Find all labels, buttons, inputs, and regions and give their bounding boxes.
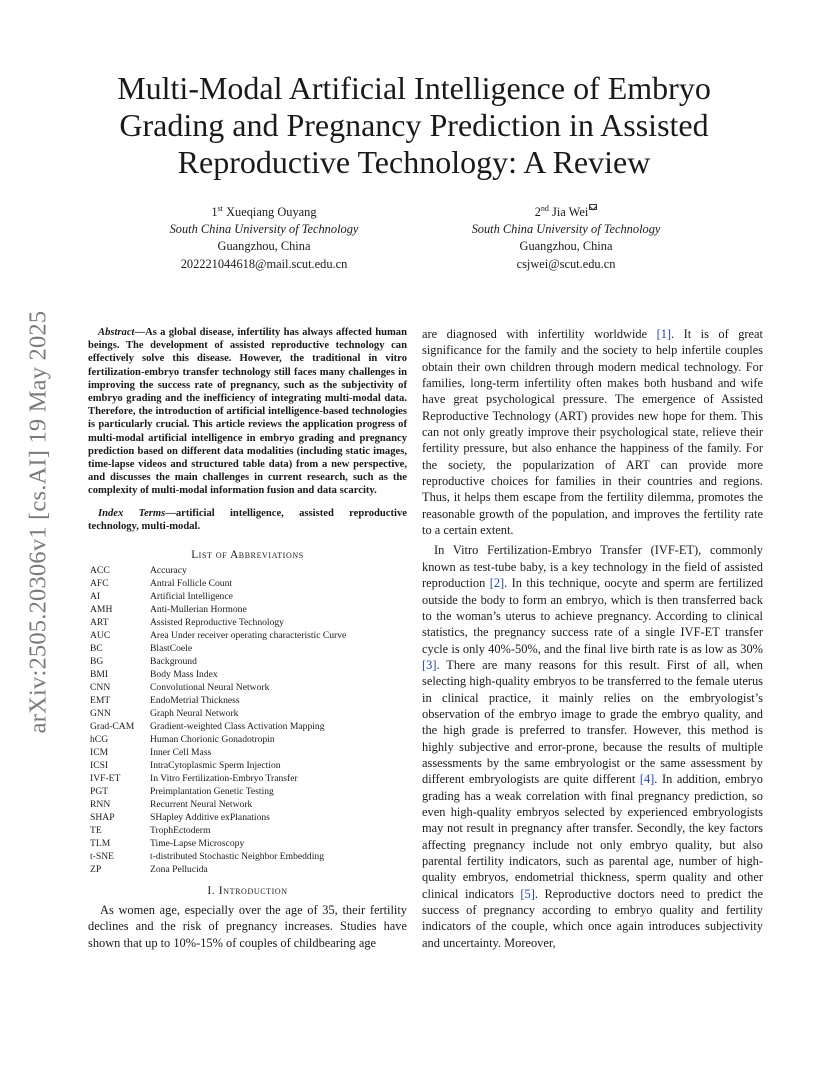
abbreviation-term: ACC (90, 565, 110, 577)
intro-paragraph-1-continued (422, 326, 763, 538)
abbreviation-row (90, 863, 346, 876)
abbreviation-term: SHAP (90, 812, 115, 824)
index-terms-text: —artificial intelligence, assisted reproductive technology, multi-modal. (88, 507, 407, 532)
abbreviation-definition: Accuracy (150, 565, 187, 577)
abbreviation-row (90, 746, 346, 759)
paper-title: Multi-Modal Artificial Intelligence of Embryo Grading and Pregnancy Prediction in Assisted Reproductive Technology: A Review (117, 70, 711, 180)
paragraph-text: . There are many reasons for this result. First of all, when selecting high-quality embryos to be transferred to the female uterus in clinical practice, it mainly relies on the embryologist’s observation of the embryo image to grade the embryo quality, and the high grade is preferred to transfer. However, this method is highly subjective and error-prone, because the results of multiple assessments by the same embryologist or the same assessment by different embryologists are quite different (422, 657, 763, 787)
abbreviation-row (90, 798, 346, 811)
abbreviation-definition: Artificial Intelligence (150, 591, 233, 603)
abbreviation-definition: IntraCytoplasmic Sperm Injection (150, 760, 281, 772)
author-email: 202221044618@mail.scut.edu.cn (180, 256, 348, 271)
intro-paragraph-2 (422, 542, 763, 951)
citation-link[interactable]: [3] (422, 657, 437, 672)
abbreviation-term: AMH (90, 604, 113, 616)
abbreviation-definition: Convolutional Neural Network (150, 682, 270, 694)
abbreviation-definition: Body Mass Index (150, 669, 218, 681)
abbreviation-term: TE (90, 825, 102, 837)
abstract-label: Abstract (98, 327, 135, 338)
abbreviations-title: List of Abbreviations (191, 549, 304, 562)
author-name-line (441, 200, 691, 221)
abbreviation-row (90, 590, 346, 603)
abbreviation-definition: Area Under receiver operating characteristic Curve (150, 630, 347, 642)
abbreviations-table (90, 564, 346, 876)
abbreviation-term: BMI (90, 669, 109, 681)
abbreviation-term: AUC (90, 630, 111, 642)
abbreviation-definition: Antral Follicle Count (150, 578, 233, 590)
abbreviation-row (90, 681, 346, 694)
paragraph-text: In Vitro Fertilization-Embryo Transfer (IVF-ET), commonly known as test-tube baby, is a key technology in the field of assisted reproduction (422, 543, 763, 591)
right-column (422, 326, 763, 951)
abbreviation-term: hCG (90, 734, 109, 746)
abbreviation-term: ART (90, 617, 109, 629)
abbreviation-term: CNN (90, 682, 111, 694)
abbreviation-row (90, 603, 346, 616)
abbreviation-definition: EndoMetrial Thickness (150, 695, 240, 707)
abbreviation-definition: Background (150, 656, 197, 668)
abbreviation-term: PGT (90, 786, 109, 798)
abbreviation-row (90, 733, 346, 746)
author-ordinal-suffix: nd (540, 204, 549, 213)
abbreviation-term: ICM (90, 747, 109, 759)
abbreviation-row (90, 655, 346, 668)
author-affiliation: South China University of Technology (169, 222, 359, 237)
author-email: csjwei@scut.edu.cn (516, 256, 616, 271)
author-block-1 (140, 200, 388, 273)
abbreviation-term: AI (90, 591, 101, 603)
abbreviation-row (90, 785, 346, 798)
abbreviation-row (90, 850, 346, 863)
abbreviation-definition: t-distributed Stochastic Neighbor Embedding (150, 851, 324, 863)
author-ordinal: 1 (211, 205, 218, 219)
abbreviation-term: AFC (90, 578, 109, 590)
abbreviation-term: Grad-CAM (90, 721, 135, 733)
author-affiliation: South China University of Technology (471, 222, 661, 237)
abbreviation-term: ICSI (90, 760, 109, 772)
abbreviation-row (90, 629, 346, 642)
abbreviation-term: t-SNE (90, 851, 114, 863)
citation-link[interactable]: [1] (656, 327, 672, 341)
intro-paragraph-1: As women age, especially over the age of 35, their fertility declines and the risk of pregnancy increases. Studies have shown that up to 10%-15% of couples of childbearing age (88, 903, 407, 950)
abstract (88, 326, 407, 498)
section-heading-introduction: I. Introduction (207, 884, 288, 898)
abstract-text: —As a global disease, infertility has always affected human beings. The development of assisted reproductive technology can effectively solve this disease. However, the traditional in vitro fertilization-embryo transfer technology still faces many challenges in improving the success rate of pregnancy, such as the subjectivity of embryo grading and the inefficiency of integrating multi-modal data. Therefore, the introduction of artificial intelligence-based technologies is particularly crucial. This article reviews the application progress of multi-modal artificial intelligence in embryo grading and pregnancy prediction based on different data modalities (including static images, time-lapse videos and structured table data) from a new perspective, and discusses the main challenges in current research, such as the complexity of multi-modal information fusion and data scarcity. (88, 327, 407, 497)
abbreviation-row (90, 707, 346, 720)
citation-link[interactable]: [4] (639, 772, 655, 787)
abbreviation-row (90, 668, 346, 681)
abbreviation-row (90, 616, 346, 629)
abbreviation-definition: TrophEctoderm (150, 825, 211, 837)
abbreviation-term: TLM (90, 838, 111, 850)
author-ordinal: 2 (534, 205, 541, 219)
paragraph-text: are diagnosed with infertility worldwide (422, 327, 657, 341)
arxiv-identifier-text: arXiv:2505.20306v1 [cs.AI] 19 May 2025 (24, 310, 51, 734)
abbreviation-definition: Recurrent Neural Network (150, 799, 253, 811)
abbreviation-definition: BlastCoele (150, 643, 193, 655)
abbreviation-definition: Human Chorionic Gonadotropin (150, 734, 275, 746)
author-ordinal-suffix: st (217, 204, 223, 213)
envelope-icon (589, 204, 597, 210)
abbreviation-row (90, 837, 346, 850)
paragraph-text: . It is of great significance for the family and the society to help infertile couples obtain their own children through modern medical technology. For families, long-term infertility often makes both husband and wife have great psychological pressure. The emergence of Assisted Reproductive Technology (ART) provides new hope for them. This can not only greatly improve their psychological state, relieve their fertility pressure, but also enhance the happiness of the family. For the society, the popularization of ART can provide more reproductive choices for families in their countries and regions. Thus, it helps them escape from the fertility dilemma, promotes the reasonable growth of the population, and improves the fertility rate to a certain extent. (422, 327, 763, 538)
abbreviation-row (90, 564, 346, 577)
abbreviation-definition: Assisted Reproductive Technology (150, 617, 284, 629)
arxiv-identifier-stamp (20, 286, 56, 758)
author-location: Guangzhou, China (519, 239, 613, 254)
abbreviation-term: RNN (90, 799, 111, 811)
abbreviation-row (90, 694, 346, 707)
paragraph-text: . In addition, embryo grading has a weak correlation with final pregnancy prediction, so even high-quality embryos selected by experienced embryologists may not result in pregnancy after transfer. Secondly, the key factors affecting pregnancy include not only embryo quality, but also parental fertility indicators, such as parental age, number of high-quality embryos, endometrial thickness, sperm quality and other clinical indicators (422, 772, 763, 901)
abbreviation-definition: Preimplantation Genetic Testing (150, 786, 274, 798)
citation-link[interactable]: [2] (489, 576, 505, 591)
abbreviation-term: IVF-ET (90, 773, 121, 785)
abbreviation-definition: Inner Cell Mass (150, 747, 212, 759)
abbreviation-definition: Graph Neural Network (150, 708, 239, 720)
abbreviation-definition: SHapley Additive exPlanations (150, 812, 270, 824)
abbreviation-term: GNN (90, 708, 111, 720)
abbreviation-term: BC (90, 643, 103, 655)
index-terms (88, 507, 407, 533)
abbreviation-definition: Anti-Mullerian Hormone (150, 604, 247, 616)
left-column (88, 326, 407, 951)
citation-link[interactable]: [5] (520, 886, 535, 901)
author-location: Guangzhou, China (217, 239, 311, 254)
author-block-2 (441, 200, 691, 273)
abbreviation-row (90, 759, 346, 772)
abbreviation-definition: Zona Pellucida (150, 864, 208, 876)
paragraph-text: . In this technique, oocyte and sperm are fertilized outside the body to form an embryo, which is then transferred back to the woman’s uterus to achieve pregnancy. According to clinical statistics, the pregnancy success rate of a single IVF-ET transfer cycle is only 40%-50%, and the final live birth rate is as low as 30% (422, 576, 764, 656)
abbreviation-row (90, 642, 346, 655)
abbreviation-row (90, 824, 346, 837)
author-name-line (140, 200, 388, 221)
abbreviation-row (90, 720, 346, 733)
abbreviation-definition: Time-Lapse Microscopy (150, 838, 245, 850)
abbreviation-definition: Gradient-weighted Class Activation Mapping (150, 721, 325, 733)
paragraph-text: . Reproductive doctors need to predict the success of pregnancy according to embryo quality and fertility indicators of the couple, which once again introduces subjectivity and uncertainty. Moreover, (422, 886, 763, 950)
index-terms-label: Index Terms (98, 507, 166, 519)
author-name: Jia Wei (552, 205, 589, 219)
abbreviation-term: ZP (90, 864, 102, 876)
abbreviation-term: EMT (90, 695, 111, 707)
abbreviation-row (90, 577, 346, 590)
abbreviation-term: BG (90, 656, 104, 668)
abbreviation-row (90, 811, 346, 824)
abbreviation-row (90, 772, 346, 785)
abbreviation-definition: In Vitro Fertilization-Embryo Transfer (150, 773, 298, 785)
author-name: Xueqiang Ouyang (226, 205, 317, 219)
